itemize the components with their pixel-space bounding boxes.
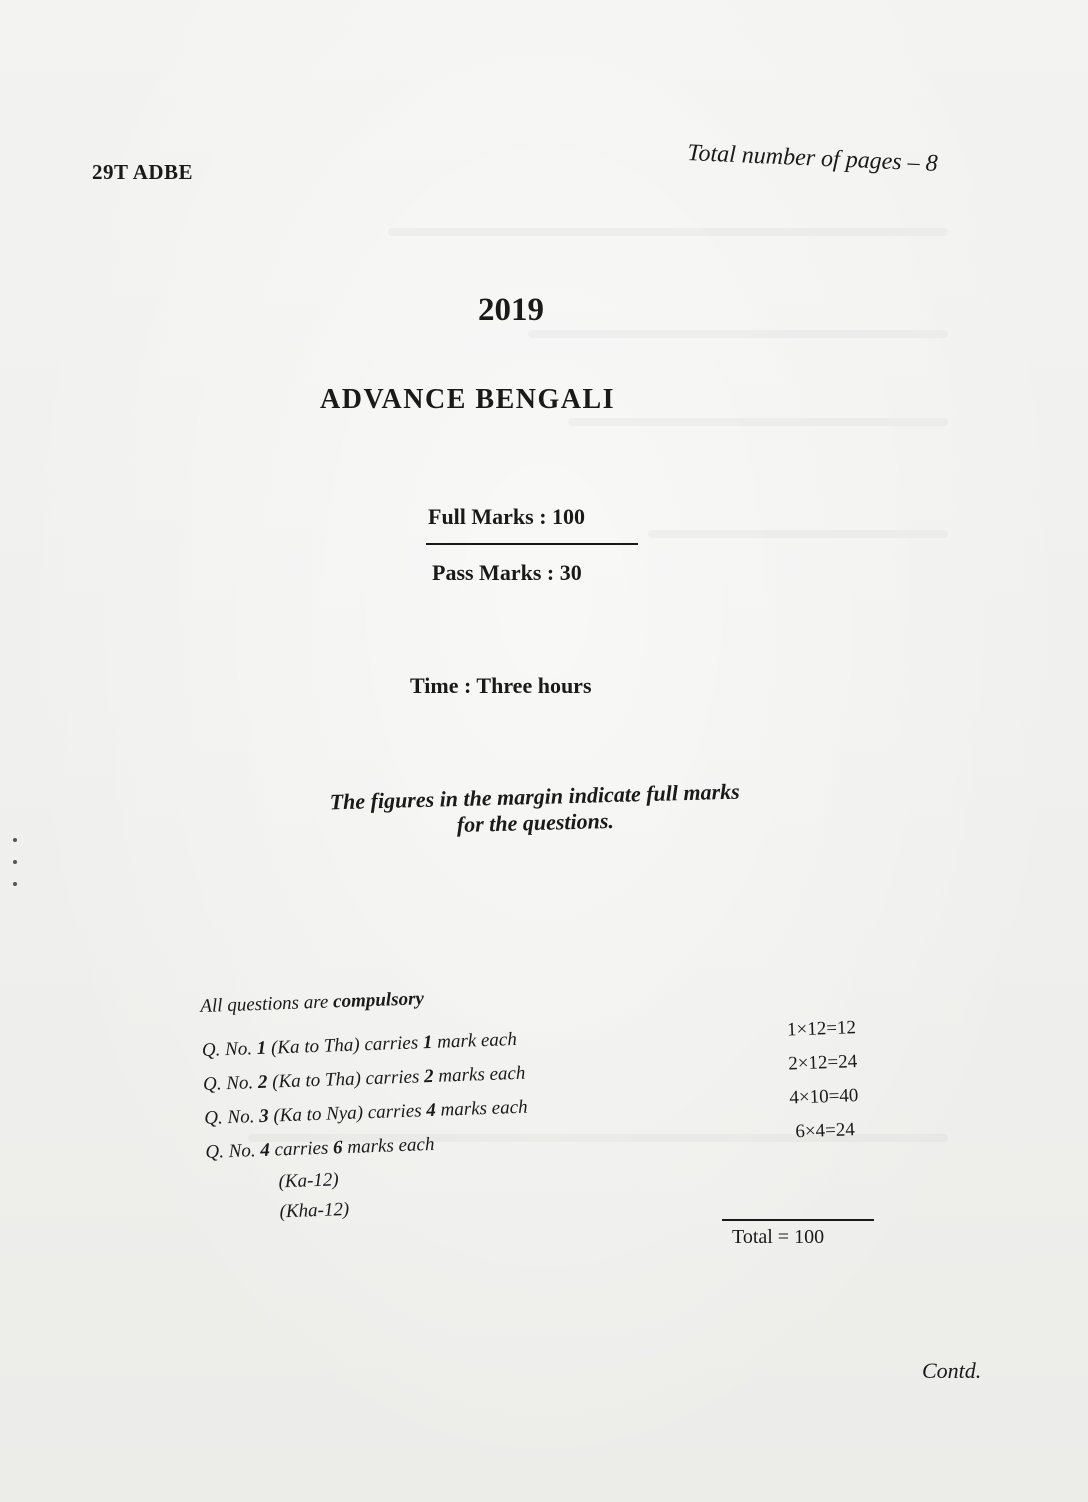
question-marks: 2×12=24 (787, 1051, 858, 1075)
question-row: Q. No. 2 (Ka to Tha) carries 2 marks each 2×12=24 (203, 1044, 884, 1102)
exam-time: Time : Three hours (410, 673, 592, 698)
total-marks: Total = 100 (732, 1226, 825, 1248)
total-divider (722, 1219, 874, 1221)
question-marks: 6×4=24 (795, 1119, 856, 1143)
margin-note-line: for the questions. (456, 807, 615, 838)
divider (426, 543, 638, 545)
instructions-heading: All questions are compulsory (200, 988, 425, 1017)
question-row: Q. No. 1 (Ka to Tha) carries 1 mark each 1×12=12 (201, 1010, 882, 1068)
bleed-through-mark (388, 228, 948, 236)
continued-label: Contd. (922, 1358, 982, 1383)
sub-item: (Ka-12) (278, 1169, 340, 1193)
question-marks: 4×10=40 (789, 1085, 859, 1109)
pass-marks: Pass Marks : 30 (432, 560, 582, 585)
binding-holes (10, 820, 20, 930)
full-marks: Full Marks : 100 (428, 504, 586, 529)
question-marks: 1×12=12 (786, 1017, 857, 1041)
bleed-through-mark (528, 330, 948, 338)
exam-year: 2019 (478, 292, 544, 328)
question-row: Q. No. 4 carries 6 marks each 6×4=24 (205, 1112, 886, 1170)
paper-code: 29T ADBE (92, 160, 194, 184)
sub-item: (Kha-12) (279, 1198, 350, 1223)
bleed-through-mark (568, 418, 948, 426)
bleed-through-mark (648, 530, 948, 538)
margin-note (249, 777, 820, 844)
instructions-block (200, 972, 888, 1230)
margin-note-line: The figures in the margin indicate full marks (329, 778, 740, 815)
total-pages: Total number of pages – 8 (686, 140, 939, 177)
question-row: Q. No. 3 (Ka to Nya) carries 4 marks each 4×10=40 (204, 1078, 885, 1136)
subject-title: ADVANCE BENGALI (320, 384, 616, 415)
